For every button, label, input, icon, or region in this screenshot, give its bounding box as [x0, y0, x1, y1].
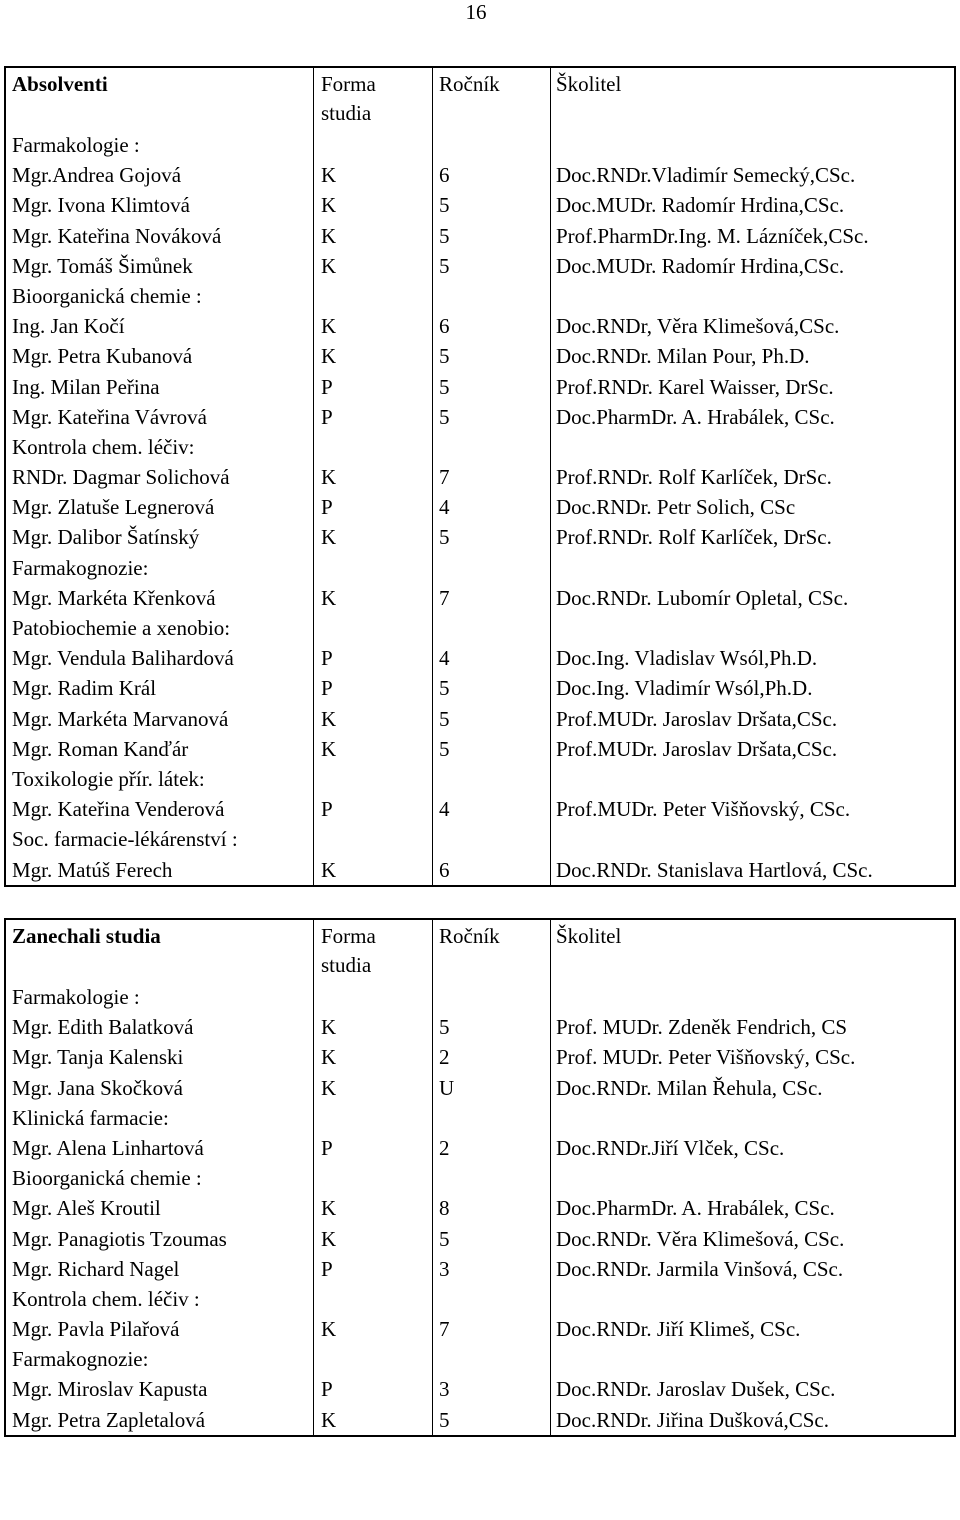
- student-name: Mgr. Radim Král: [12, 676, 157, 701]
- graduates-table: [4, 66, 956, 887]
- study-year: 6: [439, 163, 450, 188]
- supervisor-name: Doc.RNDr.Jiří Vlček, CSc.: [556, 1135, 785, 1160]
- study-form: P: [321, 1256, 333, 1281]
- student-name: Mgr. Jana Skočková: [12, 1075, 183, 1100]
- section-row: [6, 982, 954, 1012]
- study-form: P: [321, 404, 333, 429]
- supervisor-name: Doc.MUDr. Radomír Hrdina,CSc.: [556, 253, 845, 278]
- section-label: Patobiochemie a xenobio:: [12, 616, 231, 640]
- study-year: 7: [439, 1317, 450, 1342]
- student-name: Mgr. Kateřina Venderová: [12, 797, 225, 822]
- student-name: RNDr. Dagmar Solichová: [12, 465, 230, 490]
- supervisor-name: Doc.MUDr. Radomír Hrdina,CSc.: [556, 193, 845, 218]
- study-form: K: [321, 163, 337, 188]
- table-row: [6, 1314, 954, 1344]
- student-name: Mgr. Petra Zapletalová: [12, 1407, 206, 1432]
- supervisor-name: Doc.RNDr. Stanislava Hartlová, CSc.: [556, 857, 873, 882]
- study-year: 6: [439, 857, 450, 882]
- table-row: [6, 492, 954, 522]
- student-name: Mgr. Petra Kubanová: [12, 344, 193, 369]
- table-row: [6, 1374, 954, 1404]
- study-form: P: [321, 1377, 333, 1402]
- supervisor-name: Doc.RNDr.Vladimír Semecký,CSc.: [556, 163, 856, 188]
- study-year: 5: [439, 344, 450, 369]
- student-name: Mgr. Zlatuše Legnerová: [12, 495, 215, 520]
- study-form: K: [321, 253, 337, 278]
- study-year: 7: [439, 585, 450, 610]
- supervisor-name: Doc.RNDr. Milan Pour, Ph.D.: [556, 344, 810, 369]
- section-row: [6, 764, 954, 794]
- table-row: [6, 522, 954, 552]
- section-label: Kontrola chem. léčiv :: [12, 1286, 200, 1311]
- section-label: Klinická farmacie:: [12, 1105, 169, 1130]
- student-name: Mgr. Ivona Klimtová: [12, 193, 190, 218]
- study-form: K: [321, 465, 337, 490]
- table-header: [6, 68, 954, 130]
- study-year: 6: [439, 314, 450, 339]
- table-row: [6, 1254, 954, 1284]
- student-name: Mgr. Kateřina Nováková: [12, 223, 222, 248]
- section-row: [6, 613, 954, 643]
- study-form: K: [321, 1075, 337, 1100]
- study-form: K: [321, 1196, 337, 1221]
- study-year: 4: [439, 495, 450, 520]
- header-supervisor: Školitel: [556, 924, 622, 948]
- study-year: 5: [439, 525, 450, 550]
- study-form: K: [321, 223, 337, 248]
- student-name: Mgr. Aleš Kroutil: [12, 1196, 161, 1221]
- student-name: Mgr. Pavla Pilařová: [12, 1317, 180, 1342]
- section-label: Soc. farmacie-lékárenství :: [12, 827, 238, 852]
- study-form: P: [321, 797, 333, 822]
- table-header: [6, 920, 954, 982]
- study-form: P: [321, 676, 333, 701]
- supervisor-name: Doc.Ing. Vladimír Wsól,Ph.D.: [556, 676, 813, 701]
- study-year: 4: [439, 646, 450, 671]
- student-name: Mgr. Tanja Kalenski: [12, 1045, 184, 1070]
- student-name: Mgr. Kateřina Vávrová: [12, 404, 207, 429]
- header-name: Zanechali studia: [12, 924, 161, 948]
- section-label: Farmakognozie:: [12, 1347, 149, 1372]
- study-form: P: [321, 374, 333, 399]
- study-year: 2: [439, 1045, 450, 1070]
- table-row: [6, 1224, 954, 1254]
- table-row: [6, 1042, 954, 1072]
- study-form: K: [321, 314, 337, 339]
- student-name: Mgr. Markéta Marvanová: [12, 706, 229, 731]
- table-row: [6, 855, 954, 885]
- section-label: Farmakologie :: [12, 985, 140, 1009]
- section-row: [6, 553, 954, 583]
- student-name: Mgr. Roman Kanďár: [12, 736, 189, 761]
- study-year: 5: [439, 1015, 450, 1040]
- student-name: Mgr. Edith Balatková: [12, 1015, 194, 1040]
- supervisor-name: Prof.MUDr. Jaroslav Dršata,CSc.: [556, 736, 838, 761]
- supervisor-name: Doc.RNDr. Jiřina Dušková,CSc.: [556, 1407, 829, 1432]
- supervisor-name: Prof.RNDr. Karel Waisser, DrSc.: [556, 374, 834, 399]
- supervisor-name: Doc.PharmDr. A. Hrabálek, CSc.: [556, 404, 835, 429]
- section-label: Bioorganická chemie :: [12, 283, 202, 308]
- table-row: [6, 583, 954, 613]
- table-row: [6, 794, 954, 824]
- study-year: 5: [439, 1407, 450, 1432]
- table-row: [6, 673, 954, 703]
- study-form: K: [321, 1226, 337, 1251]
- table-row: [6, 402, 954, 432]
- student-name: Mgr. Markéta Křenková: [12, 585, 216, 610]
- section-row: [6, 130, 954, 160]
- table-row: [6, 160, 954, 190]
- section-row: [6, 432, 954, 462]
- study-year: 3: [439, 1377, 450, 1402]
- study-form: K: [321, 857, 337, 882]
- table-row: [6, 1012, 954, 1042]
- supervisor-name: Prof. MUDr. Zdeněk Fendrich, CS: [556, 1015, 848, 1040]
- study-form: P: [321, 646, 333, 671]
- section-row: [6, 824, 954, 854]
- section-label: Farmakologie :: [12, 133, 140, 157]
- student-name: Mgr.Andrea Gojová: [12, 163, 182, 188]
- supervisor-name: Doc.RNDr. Milan Řehula, CSc.: [556, 1075, 823, 1100]
- table-row: [6, 341, 954, 371]
- table-row: [6, 1073, 954, 1103]
- study-year: 7: [439, 465, 450, 490]
- study-form: K: [321, 585, 337, 610]
- table-row: [6, 643, 954, 673]
- study-form: K: [321, 736, 337, 761]
- section-label: Bioorganická chemie :: [12, 1166, 202, 1191]
- study-form: P: [321, 1135, 333, 1160]
- table-row: [6, 221, 954, 251]
- study-form: P: [321, 495, 333, 520]
- supervisor-name: Doc.RNDr, Věra Klimešová,CSc.: [556, 314, 840, 339]
- student-name: Mgr. Matúš Ferech: [12, 857, 173, 882]
- header-supervisor: Školitel: [556, 72, 622, 96]
- supervisor-name: Prof.MUDr. Jaroslav Dršata,CSc.: [556, 706, 838, 731]
- supervisor-name: Doc.Ing. Vladislav Wsól,Ph.D.: [556, 646, 818, 671]
- section-label: Farmakognozie:: [12, 555, 149, 580]
- study-year: U: [439, 1075, 455, 1100]
- section-label: Toxikologie přír. látek:: [12, 766, 205, 791]
- study-form: K: [321, 525, 337, 550]
- section-row: [6, 281, 954, 311]
- student-name: Mgr. Panagiotis Tzoumas: [12, 1226, 227, 1251]
- student-name: Mgr. Dalibor Šatínský: [12, 525, 200, 550]
- study-year: 5: [439, 736, 450, 761]
- supervisor-name: Prof.RNDr. Rolf Karlíček, DrSc.: [556, 525, 832, 550]
- study-year: 5: [439, 253, 450, 278]
- study-year: 5: [439, 223, 450, 248]
- table-row: [6, 372, 954, 402]
- study-year: 5: [439, 676, 450, 701]
- supervisor-name: Doc.RNDr. Jaroslav Dušek, CSc.: [556, 1377, 836, 1402]
- supervisor-name: Prof.PharmDr.Ing. M. Lázníček,CSc.: [556, 223, 869, 248]
- header-form: Forma studia: [321, 924, 376, 977]
- table-row: [6, 734, 954, 764]
- header-form: Forma studia: [321, 72, 376, 125]
- study-form: K: [321, 344, 337, 369]
- table-row: [6, 251, 954, 281]
- table-row: [6, 190, 954, 220]
- table-row: [6, 462, 954, 492]
- page-number: 16: [465, 0, 487, 24]
- section-row: [6, 1163, 954, 1193]
- student-name: Ing. Milan Peřina: [12, 374, 160, 399]
- supervisor-name: Prof.RNDr. Rolf Karlíček, DrSc.: [556, 465, 832, 490]
- study-year: 5: [439, 1226, 450, 1251]
- supervisor-name: Doc.RNDr. Jarmila Vinšová, CSc.: [556, 1256, 844, 1281]
- dropouts-table: [4, 918, 956, 1437]
- section-row: [6, 1103, 954, 1133]
- study-year: 5: [439, 374, 450, 399]
- supervisor-name: Doc.RNDr. Jiří Klimeš, CSc.: [556, 1317, 801, 1342]
- student-name: Ing. Jan Kočí: [12, 314, 125, 339]
- study-form: K: [321, 706, 337, 731]
- study-year: 3: [439, 1256, 450, 1281]
- supervisor-name: Doc.PharmDr. A. Hrabálek, CSc.: [556, 1196, 835, 1221]
- study-year: 5: [439, 706, 450, 731]
- study-year: 8: [439, 1196, 450, 1221]
- student-name: Mgr. Miroslav Kapusta: [12, 1377, 208, 1402]
- student-name: Mgr. Richard Nagel: [12, 1256, 180, 1281]
- section-row: [6, 1344, 954, 1374]
- section-row: [6, 1284, 954, 1314]
- header-name: Absolventi: [12, 72, 108, 96]
- student-name: Mgr. Alena Linhartová: [12, 1135, 204, 1160]
- study-form: K: [321, 1407, 337, 1432]
- supervisor-name: Prof.MUDr. Peter Višňovský, CSc.: [556, 797, 851, 822]
- table-row: [6, 1193, 954, 1223]
- study-form: K: [321, 1015, 337, 1040]
- table-row: [6, 311, 954, 341]
- student-name: Mgr. Tomáš Šimůnek: [12, 253, 193, 278]
- study-year: 5: [439, 404, 450, 429]
- supervisor-name: Doc.RNDr. Petr Solich, CSc: [556, 495, 796, 520]
- table-row: [6, 1133, 954, 1163]
- supervisor-name: Prof. MUDr. Peter Višňovský, CSc.: [556, 1045, 856, 1070]
- study-year: 5: [439, 193, 450, 218]
- student-name: Mgr. Vendula Balihardová: [12, 646, 234, 671]
- study-form: K: [321, 1045, 337, 1070]
- table-row: [6, 704, 954, 734]
- study-year: 2: [439, 1135, 450, 1160]
- header-year: Ročník: [439, 924, 500, 948]
- header-year: Ročník: [439, 72, 500, 96]
- study-form: K: [321, 1317, 337, 1342]
- study-year: 4: [439, 797, 450, 822]
- supervisor-name: Doc.RNDr. Lubomír Opletal, CSc.: [556, 585, 849, 610]
- table-row: [6, 1405, 954, 1435]
- study-form: K: [321, 193, 337, 218]
- supervisor-name: Doc.RNDr. Věra Klimešová, CSc.: [556, 1226, 845, 1251]
- section-label: Kontrola chem. léčiv:: [12, 434, 195, 459]
